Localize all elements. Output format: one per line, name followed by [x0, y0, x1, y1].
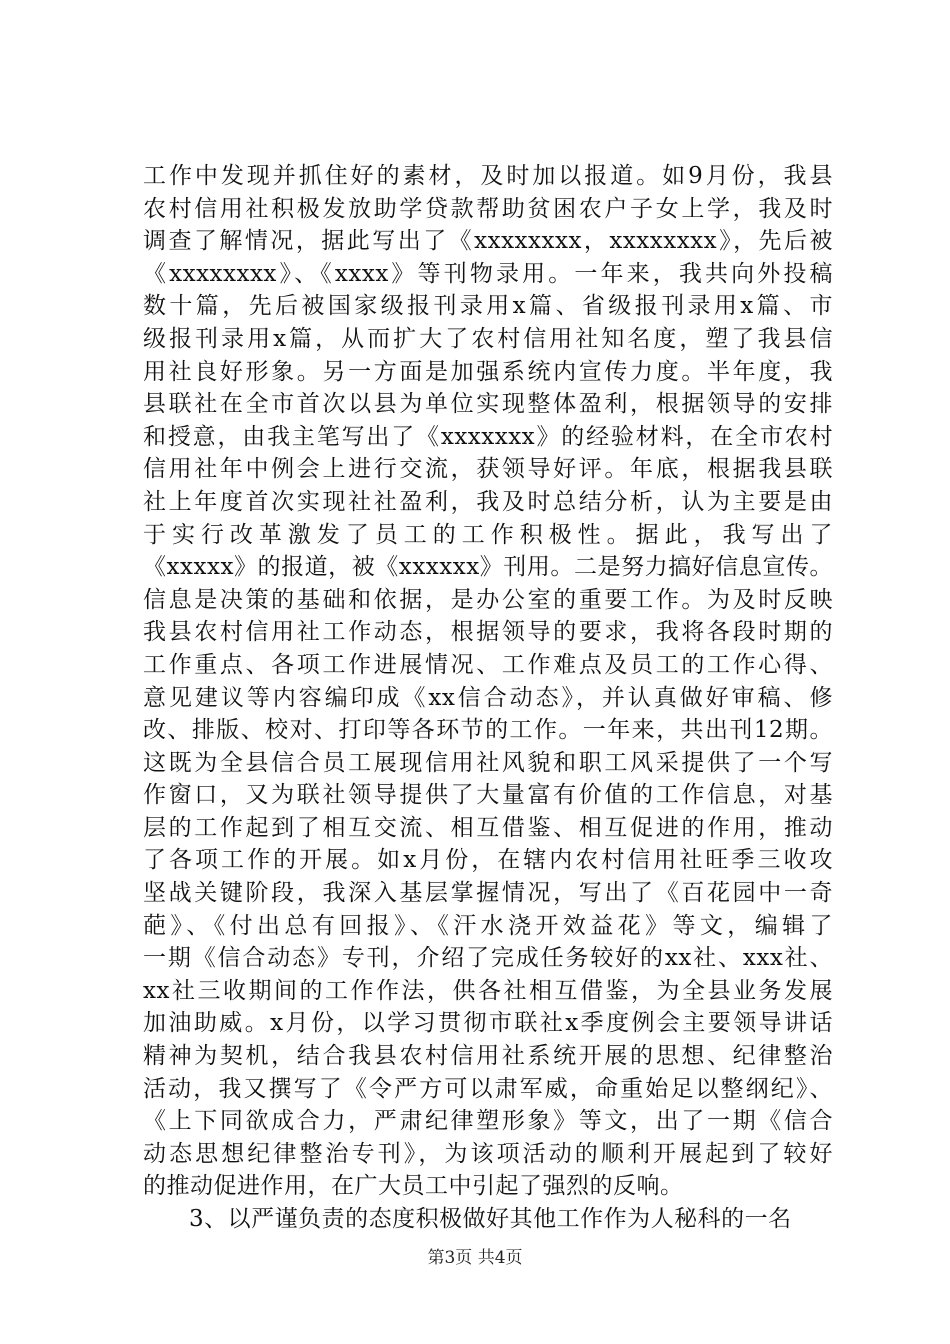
text-line: 信用社年中例会上进行交流，获领导好评。年底，根据我县联	[143, 456, 833, 483]
text-line: 《xxxxx》的报道，被《xxxxxx》刊用。二是努力搞好信息宣传。	[143, 554, 833, 581]
text-line: 《上下同欲成合力，严肃纪律塑形象》等文，出了一期《信合	[143, 1108, 833, 1135]
text-line: 精神为契机，结合我县农村信用社系统开展的思想、纪律整治	[143, 1043, 833, 1070]
text-line: 数十篇，先后被国家级报刊录用x篇、省级报刊录用x篇、市	[143, 293, 833, 320]
text-line: 和授意，由我主笔写出了《xxxxxxx》的经验材料，在全市农村	[143, 423, 833, 450]
text-line: 《xxxxxxxx》、《xxxx》等刊物录用。一年来，我共向外投稿	[143, 260, 833, 287]
text-line: 工作重点、各项工作进展情况、工作难点及员工的工作心得、	[143, 651, 833, 678]
text-line: 改、排版、校对、打印等各环节的工作。一年来，共出刊12期。	[143, 717, 833, 744]
text-line: 意见建议等内容编印成《xx信合动态》，并认真做好审稿、修	[143, 684, 833, 711]
text-line: 加油助威。x月份，以学习贯彻市联社x季度例会主要领导讲话	[143, 1010, 833, 1037]
text-line: 级报刊录用x篇，从而扩大了农村信用社知名度，塑了我县信	[143, 325, 833, 352]
text-line: 农村信用社积极发放助学贷款帮助贫困农户子女上学，我及时	[143, 195, 833, 222]
body-text	[143, 160, 833, 1236]
text-line: 葩》、《付出总有回报》、《汗水浇开效益花》等文，编辑了	[143, 912, 833, 939]
text-line: 我县农村信用社工作动态，根据领导的要求，我将各段时期的	[143, 619, 833, 646]
text-line: 调查了解情况，据此写出了《xxxxxxxx，xxxxxxxx》，先后被	[143, 228, 833, 255]
text-line: 了各项工作的开展。如x月份，在辖内农村信用社旺季三收攻	[143, 847, 833, 874]
page-number-footer: 第3页 共4页	[427, 1248, 523, 1268]
text-line: 的推动促进作用，在广大员工中引起了强烈的反响。	[143, 1173, 684, 1200]
text-line: 工作中发现并抓住好的素材，及时加以报道。如9月份，我县	[143, 163, 833, 189]
text-line: 活动，我又撰写了《令严方可以肃军威，命重始足以整纲纪》、	[143, 1075, 833, 1102]
text-line: 动态思想纪律整治专刊》，为该项活动的顺利开展起到了较好	[143, 1140, 833, 1167]
text-line: 作窗口，又为联社领导提供了大量富有价值的工作信息，对基	[143, 782, 833, 809]
text-line: 信息是决策的基础和依据，是办公室的重要工作。为及时反映	[143, 586, 833, 613]
text-line: 社上年度首次实现社社盈利，我及时总结分析，认为主要是由	[143, 488, 833, 515]
text-line: 于实行改革激发了员工的工作积极性。据此，我写出了	[143, 521, 833, 548]
text-line: 一期《信合动态》专刊，介绍了完成任务较好的xx社、xxx社、	[143, 945, 833, 972]
section-heading-line: 3、以严谨负责的态度积极做好其他工作作为人秘科的一名	[189, 1206, 792, 1232]
text-line: xx社三收期间的工作作法，供各社相互借鉴，为全县业务发展	[143, 977, 833, 1004]
text-line: 坚战关键阶段，我深入基层掌握情况，写出了《百花园中一奇	[143, 880, 833, 907]
text-line: 这既为全县信合员工展现信用社风貌和职工风采提供了一个写	[143, 749, 833, 776]
text-line: 用社良好形象。另一方面是加强系统内宣传力度。半年度，我	[143, 358, 833, 385]
text-line: 县联社在全市首次以县为单位实现整体盈利，根据领导的安排	[143, 391, 833, 418]
text-line: 层的工作起到了相互交流、相互借鉴、相互促进的作用，推动	[143, 814, 833, 841]
